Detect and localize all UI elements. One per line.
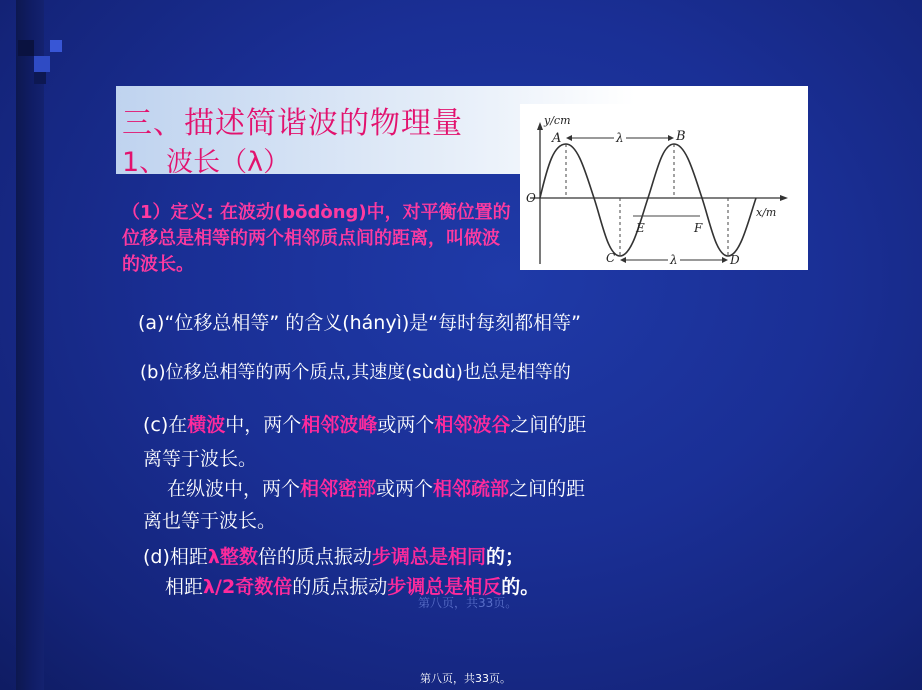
highlight-text: 相邻密部 xyxy=(300,478,377,500)
left-decorative-bar xyxy=(16,0,44,690)
text-run: ” xyxy=(571,312,581,334)
text-run: 相距 xyxy=(165,576,204,598)
point-c-line-4: 离也等于波长。 xyxy=(143,510,277,532)
lambda-label-top: λ xyxy=(616,131,624,145)
y-axis-label: y/cm xyxy=(544,114,571,127)
page-footer: 第八页，共33页。 xyxy=(420,672,511,685)
highlight-text: 相邻波谷 xyxy=(434,414,511,436)
point-b-label: B xyxy=(676,129,686,144)
text-run: 或两个 xyxy=(376,478,434,500)
point-c-line-3 xyxy=(167,474,585,501)
corner-square-accent xyxy=(34,72,46,84)
point-c-line-1 xyxy=(143,410,586,437)
text-run: 位移总相等 xyxy=(174,312,270,334)
text-run: 倍的质点振动 xyxy=(257,546,372,568)
wave-diagram xyxy=(520,104,808,270)
text-run: 在纵波中，两个 xyxy=(167,478,301,500)
text-run: 的质点振动 xyxy=(292,576,388,598)
point-c-label: C xyxy=(606,251,616,265)
highlight-text: 步调总是相同 xyxy=(371,546,486,568)
highlight-text: 相邻疏部 xyxy=(433,478,510,500)
highlight-text: 步调总是相反 xyxy=(387,576,502,598)
text-run: 之间的距 xyxy=(509,478,586,500)
highlight-text: 横波 xyxy=(187,414,226,436)
point-a-label: A xyxy=(552,131,562,146)
text-run: ” 的含义(hányì)是“ xyxy=(269,312,439,334)
lambda-label-bottom: λ xyxy=(670,253,678,267)
text-run: (c)在 xyxy=(143,414,188,436)
slide-subtitle: 1、波长（λ） xyxy=(122,147,291,178)
point-d-line-1 xyxy=(143,542,524,569)
point-e-label: E xyxy=(636,221,645,235)
slide-title: 三、描述简谐波的物理量 xyxy=(122,106,463,141)
text-run: (a)“ xyxy=(138,312,175,334)
x-axis-label: x/m xyxy=(756,206,777,219)
point-a-line xyxy=(138,308,581,335)
corner-square-accent xyxy=(18,40,34,56)
origin-label: O xyxy=(526,191,536,205)
highlight-text: λ/2奇数倍 xyxy=(203,576,293,598)
page-watermark: 第八页，共33页。 xyxy=(418,596,518,610)
text-run: 每时每刻都相等 xyxy=(438,312,572,334)
wave-figure xyxy=(520,104,808,270)
text-run: 的； xyxy=(485,546,524,568)
point-d-label: D xyxy=(730,253,740,267)
point-b-line: (b)位移总相等的两个质点,其速度(sùdù)也总是相等的 xyxy=(140,362,571,383)
text-run: 中，两个 xyxy=(225,414,302,436)
definition-text: （1）定义: 在波动(bōdòng)中，对平衡位置的位移总是相等的两个相邻质点间的距离，叫做波的波长。 xyxy=(122,202,511,275)
text-run: 之间的距 xyxy=(510,414,587,436)
text-run: 或两个 xyxy=(377,414,435,436)
highlight-text: 相邻波峰 xyxy=(301,414,378,436)
corner-square-accent xyxy=(50,40,62,52)
text-run: 的。 xyxy=(501,576,540,598)
point-f-label: F xyxy=(694,221,703,235)
highlight-text: λ整数 xyxy=(207,546,258,568)
corner-square-accent xyxy=(34,56,50,72)
point-c-line-2: 离等于波长。 xyxy=(143,448,258,470)
text-run: (d)相距 xyxy=(143,546,208,568)
